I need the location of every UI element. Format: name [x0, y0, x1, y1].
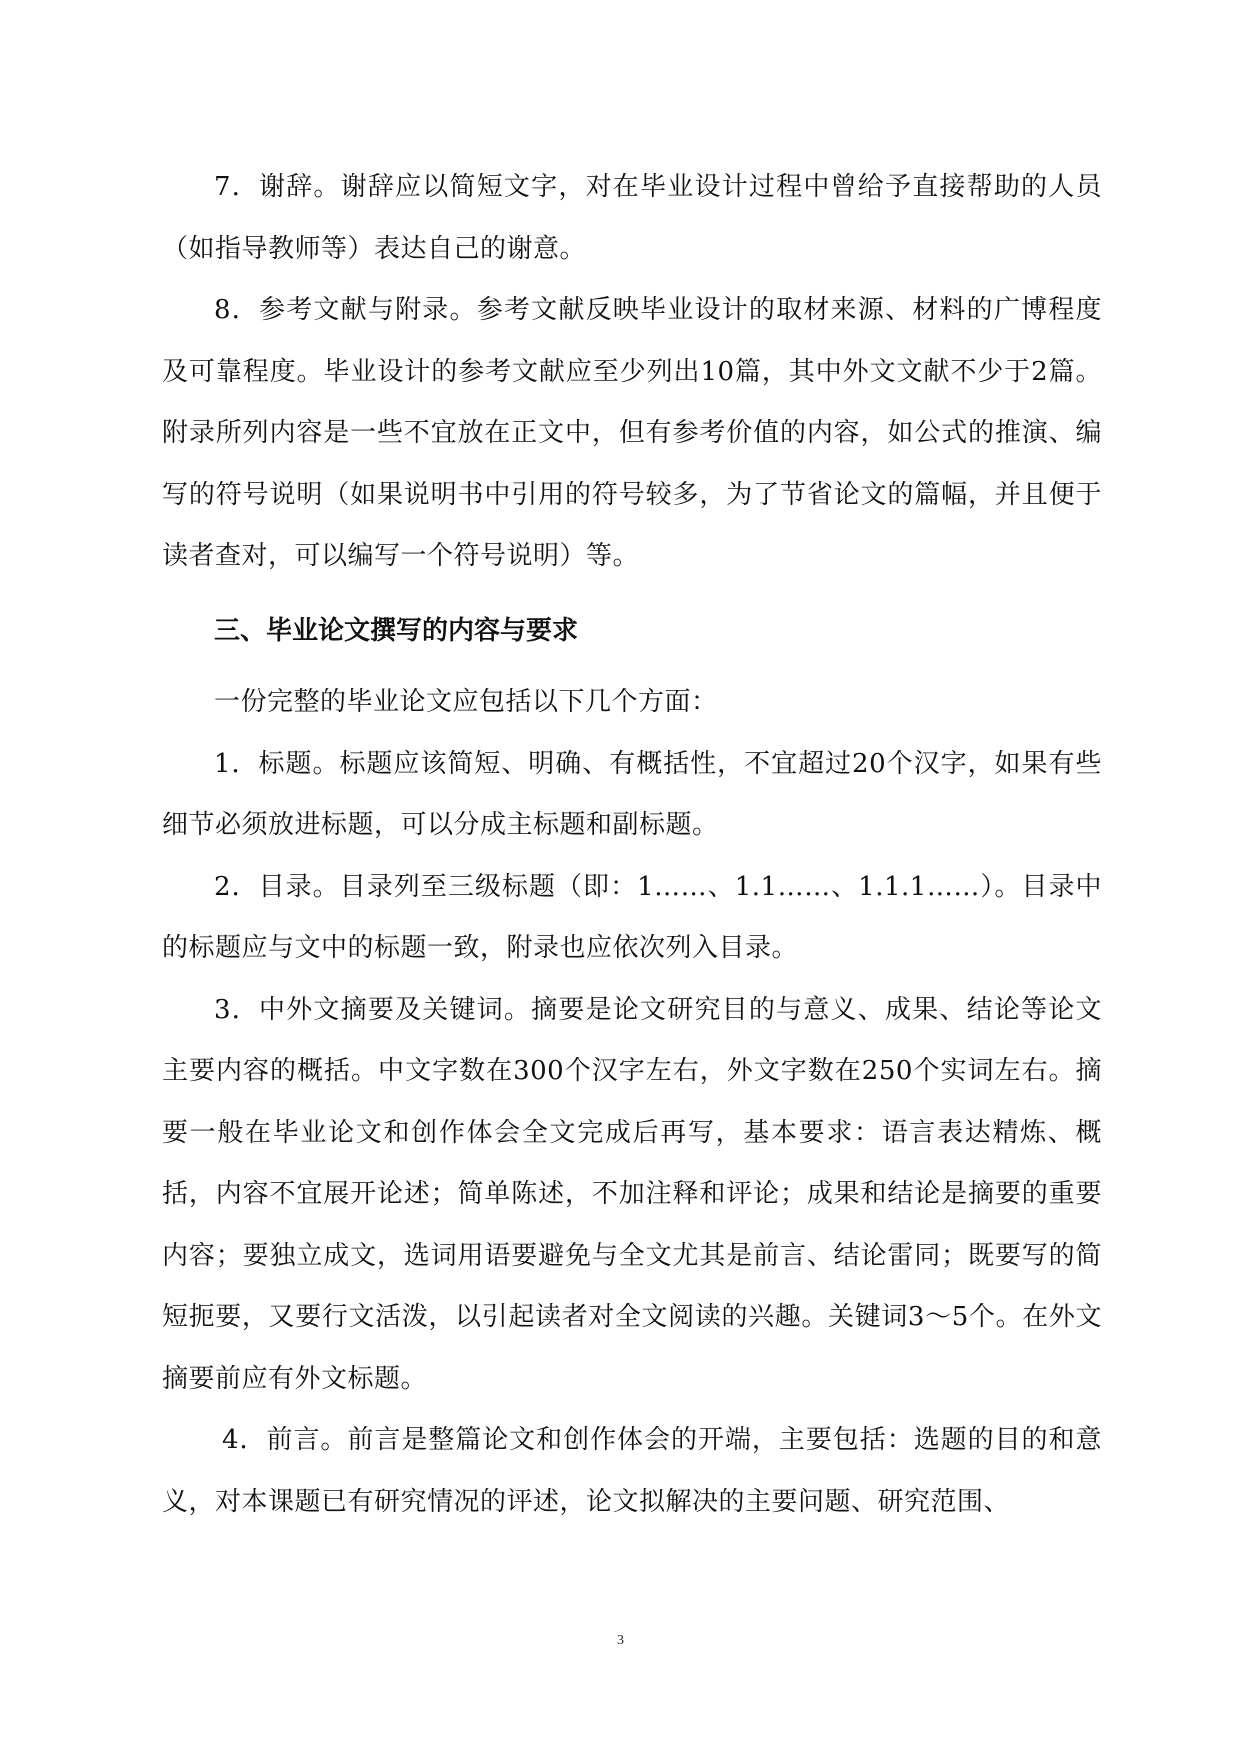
paragraph-acknowledgements: 7．谢辞。谢辞应以简短文字，对在毕业设计过程中曾给予直接帮助的人员（如指导教师等）表达自己的谢意。	[162, 172, 1102, 264]
paragraph-contents: 2．目录。目录列至三级标题（即：1……、1.1……、1.1.1……）。目录中的标题应与文中的标题一致，附录也应依次列入目录。	[162, 871, 1102, 963]
paragraph-preface: 4．前言。前言是整篇论文和创作体会的开端，主要包括：选题的目的和意义，对本课题已有研究情况的评述，论文拟解决的主要问题、研究范围、	[162, 1425, 1102, 1517]
body-text	[162, 157, 1102, 1533]
section-heading: 三、毕业论文撰写的内容与要求	[214, 615, 579, 646]
paragraph-abstract-keywords: 3．中外文摘要及关键词。摘要是论文研究目的与意义、成果、结论等论文主要内容的概括。中文字数在300个汉字左右，外文字数在250个实词左右。摘要一般在毕业论文和创作体会全文完成后再写，基本要求：语言表达精炼、概括，内容不宜展开论述；简单陈述，不加注释和评论；成果和结论是摘要的重要内容；要独立成文，选词用语要避免与全文尤其是前言、结论雷同；既要写的简短扼要，又要行文活泼，以引起读者对全文阅读的兴趣。关键词3～5个。在外文摘要前应有外文标题。	[162, 994, 1102, 1394]
page-number: 3	[617, 1633, 624, 1648]
paragraph-references-appendix: 8．参考文献与附录。参考文献反映毕业设计的取材来源、材料的广博程度及可靠程度。毕业设计的参考文献应至少列出10篇，其中外文文献不少于2篇。附录所列内容是一些不宜放在正文中，但有参考价值的内容，如公式的推演、编写的符号说明（如果说明书中引用的符号较多，为了节省论文的篇幅，并且便于读者查对，可以编写一个符号说明）等。	[162, 295, 1102, 571]
paragraph-section-intro: 一份完整的毕业论文应包括以下几个方面：	[214, 687, 718, 717]
paragraph-title: 1．标题。标题应该简短、明确、有概括性，不宜超过20个汉字，如果有些细节必须放进标题，可以分成主标题和副标题。	[162, 748, 1102, 840]
